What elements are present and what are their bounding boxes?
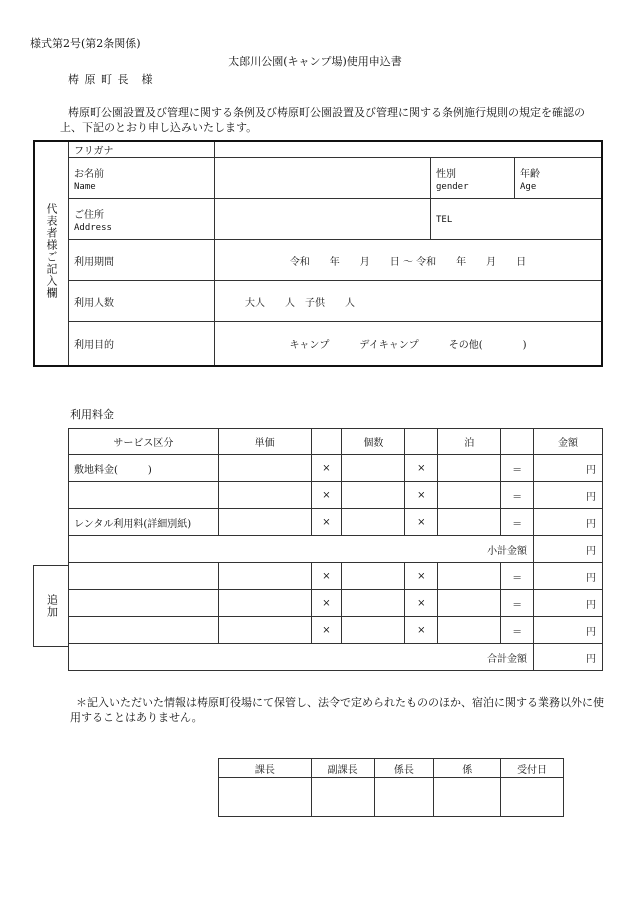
times-sign: × xyxy=(311,563,342,590)
approval-stamp-box[interactable] xyxy=(311,778,374,817)
approval-header-deputy-chief: 副課長 xyxy=(311,759,374,778)
age-field[interactable]: 年齢 Age xyxy=(515,158,603,199)
fee-quantity[interactable] xyxy=(342,482,405,509)
equals-sign: ＝ xyxy=(501,590,534,617)
approval-stamp-box[interactable] xyxy=(501,778,564,817)
fee-unit-price[interactable] xyxy=(218,455,311,482)
approval-stamp-box[interactable] xyxy=(434,778,501,817)
tel-field[interactable]: TEL xyxy=(431,199,603,240)
gender-field[interactable]: 性別 gender xyxy=(431,158,515,199)
additional-row xyxy=(69,590,603,617)
additional-row xyxy=(69,617,603,644)
addressee: 梼 原 町 長 様 xyxy=(68,73,154,86)
additional-service[interactable] xyxy=(69,617,219,644)
times-sign: × xyxy=(405,563,438,590)
period-field[interactable]: 令和 年 月 日 ～ 令和 年 月 日 xyxy=(215,240,603,281)
times-sign: × xyxy=(311,455,342,482)
header-amount: 金額 xyxy=(534,429,603,455)
times-sign: × xyxy=(311,617,342,644)
people-field[interactable]: 大人 人 子供 人 xyxy=(215,281,603,322)
furigana-label: フリガナ xyxy=(69,141,215,158)
additional-quantity[interactable] xyxy=(342,590,405,617)
subtotal-label: 小計金額 xyxy=(69,536,534,563)
additional-nights[interactable] xyxy=(438,563,501,590)
form-number: 様式第2号(第2条関係) xyxy=(30,37,141,50)
fee-row xyxy=(69,482,603,509)
approval-header-staff: 係 xyxy=(434,759,501,778)
fee-nights[interactable] xyxy=(438,455,501,482)
times-sign: × xyxy=(405,617,438,644)
subtotal-row xyxy=(69,536,603,563)
fee-amount[interactable]: 円 xyxy=(534,509,603,536)
fee-amount[interactable]: 円 xyxy=(534,482,603,509)
additional-nights[interactable] xyxy=(438,590,501,617)
additional-unit-price[interactable] xyxy=(218,617,311,644)
applicant-section-label: 代表者様ご記入欄 xyxy=(34,141,69,366)
additional-quantity[interactable] xyxy=(342,563,405,590)
subtotal-amount[interactable]: 円 xyxy=(534,536,603,563)
fee-nights[interactable] xyxy=(438,482,501,509)
equals-sign: ＝ xyxy=(501,509,534,536)
approval-header-section-chief: 課長 xyxy=(219,759,312,778)
approval-header-subsection-chief: 係長 xyxy=(374,759,434,778)
address-field[interactable] xyxy=(215,199,431,240)
times-sign: × xyxy=(405,455,438,482)
header-quantity: 個数 xyxy=(342,429,405,455)
fee-service[interactable]: 敷地料金( ) xyxy=(69,455,219,482)
times-sign: × xyxy=(405,590,438,617)
fee-quantity[interactable] xyxy=(342,509,405,536)
fee-row xyxy=(69,509,603,536)
additional-unit-price[interactable] xyxy=(218,590,311,617)
fee-unit-price[interactable] xyxy=(218,509,311,536)
times-sign: × xyxy=(405,482,438,509)
times-sign: × xyxy=(311,482,342,509)
total-label: 合計金額 xyxy=(69,644,534,671)
additional-row xyxy=(69,563,603,590)
fee-service[interactable] xyxy=(69,482,219,509)
fee-amount[interactable]: 円 xyxy=(534,455,603,482)
fee-quantity[interactable] xyxy=(342,455,405,482)
name-label: お名前 Name xyxy=(69,158,215,199)
fee-service[interactable]: レンタル利用料(詳細別紙) xyxy=(69,509,219,536)
total-amount[interactable]: 円 xyxy=(534,644,603,671)
approval-table xyxy=(218,758,564,817)
approval-stamp-box[interactable] xyxy=(219,778,312,817)
equals-sign: ＝ xyxy=(501,617,534,644)
furigana-field[interactable] xyxy=(215,141,603,158)
fee-nights[interactable] xyxy=(438,509,501,536)
times-sign: × xyxy=(405,509,438,536)
additional-service[interactable] xyxy=(69,590,219,617)
additional-quantity[interactable] xyxy=(342,617,405,644)
intro-text: 梼原町公園設置及び管理に関する条例及び梼原町公園設置及び管理に関する条例施行規則の規定を確認の上、下記のとおり申し込みいたします。 xyxy=(60,106,585,134)
document-title: 太郎川公園(キャンプ場)使用申込書 xyxy=(228,55,402,68)
equals-sign: ＝ xyxy=(501,563,534,590)
additional-amount[interactable]: 円 xyxy=(534,617,603,644)
applicant-table xyxy=(33,140,603,367)
total-row xyxy=(69,644,603,671)
fee-row xyxy=(69,455,603,482)
name-field[interactable] xyxy=(215,158,431,199)
additional-nights[interactable] xyxy=(438,617,501,644)
privacy-note: ＊記入いただいた情報は梼原町役場にて保管し、法令で定められたもののほか、宿泊に関する業務以外に使用することはありません。 xyxy=(70,696,604,724)
additional-service[interactable] xyxy=(69,563,219,590)
additional-amount[interactable]: 円 xyxy=(534,590,603,617)
people-label: 利用人数 xyxy=(69,281,215,322)
additional-amount[interactable]: 円 xyxy=(534,563,603,590)
fees-label: 利用料金 xyxy=(70,408,114,421)
period-label: 利用期間 xyxy=(69,240,215,281)
purpose-field[interactable]: キャンプ デイキャンプ その他( ) xyxy=(215,322,603,366)
times-sign: × xyxy=(311,590,342,617)
additional-label: 追加 xyxy=(45,594,59,618)
address-label: ご住所 Address xyxy=(69,199,215,240)
times-sign: × xyxy=(311,509,342,536)
approval-stamp-box[interactable] xyxy=(374,778,434,817)
additional-unit-price[interactable] xyxy=(218,563,311,590)
header-unit-price: 単価 xyxy=(218,429,311,455)
header-service: サービス区分 xyxy=(69,429,219,455)
equals-sign: ＝ xyxy=(501,455,534,482)
fee-unit-price[interactable] xyxy=(218,482,311,509)
fee-table xyxy=(68,428,603,671)
equals-sign: ＝ xyxy=(501,482,534,509)
purpose-label: 利用目的 xyxy=(69,322,215,366)
additional-side-box xyxy=(33,565,69,647)
approval-header-reception-date: 受付日 xyxy=(501,759,564,778)
header-nights: 泊 xyxy=(438,429,501,455)
